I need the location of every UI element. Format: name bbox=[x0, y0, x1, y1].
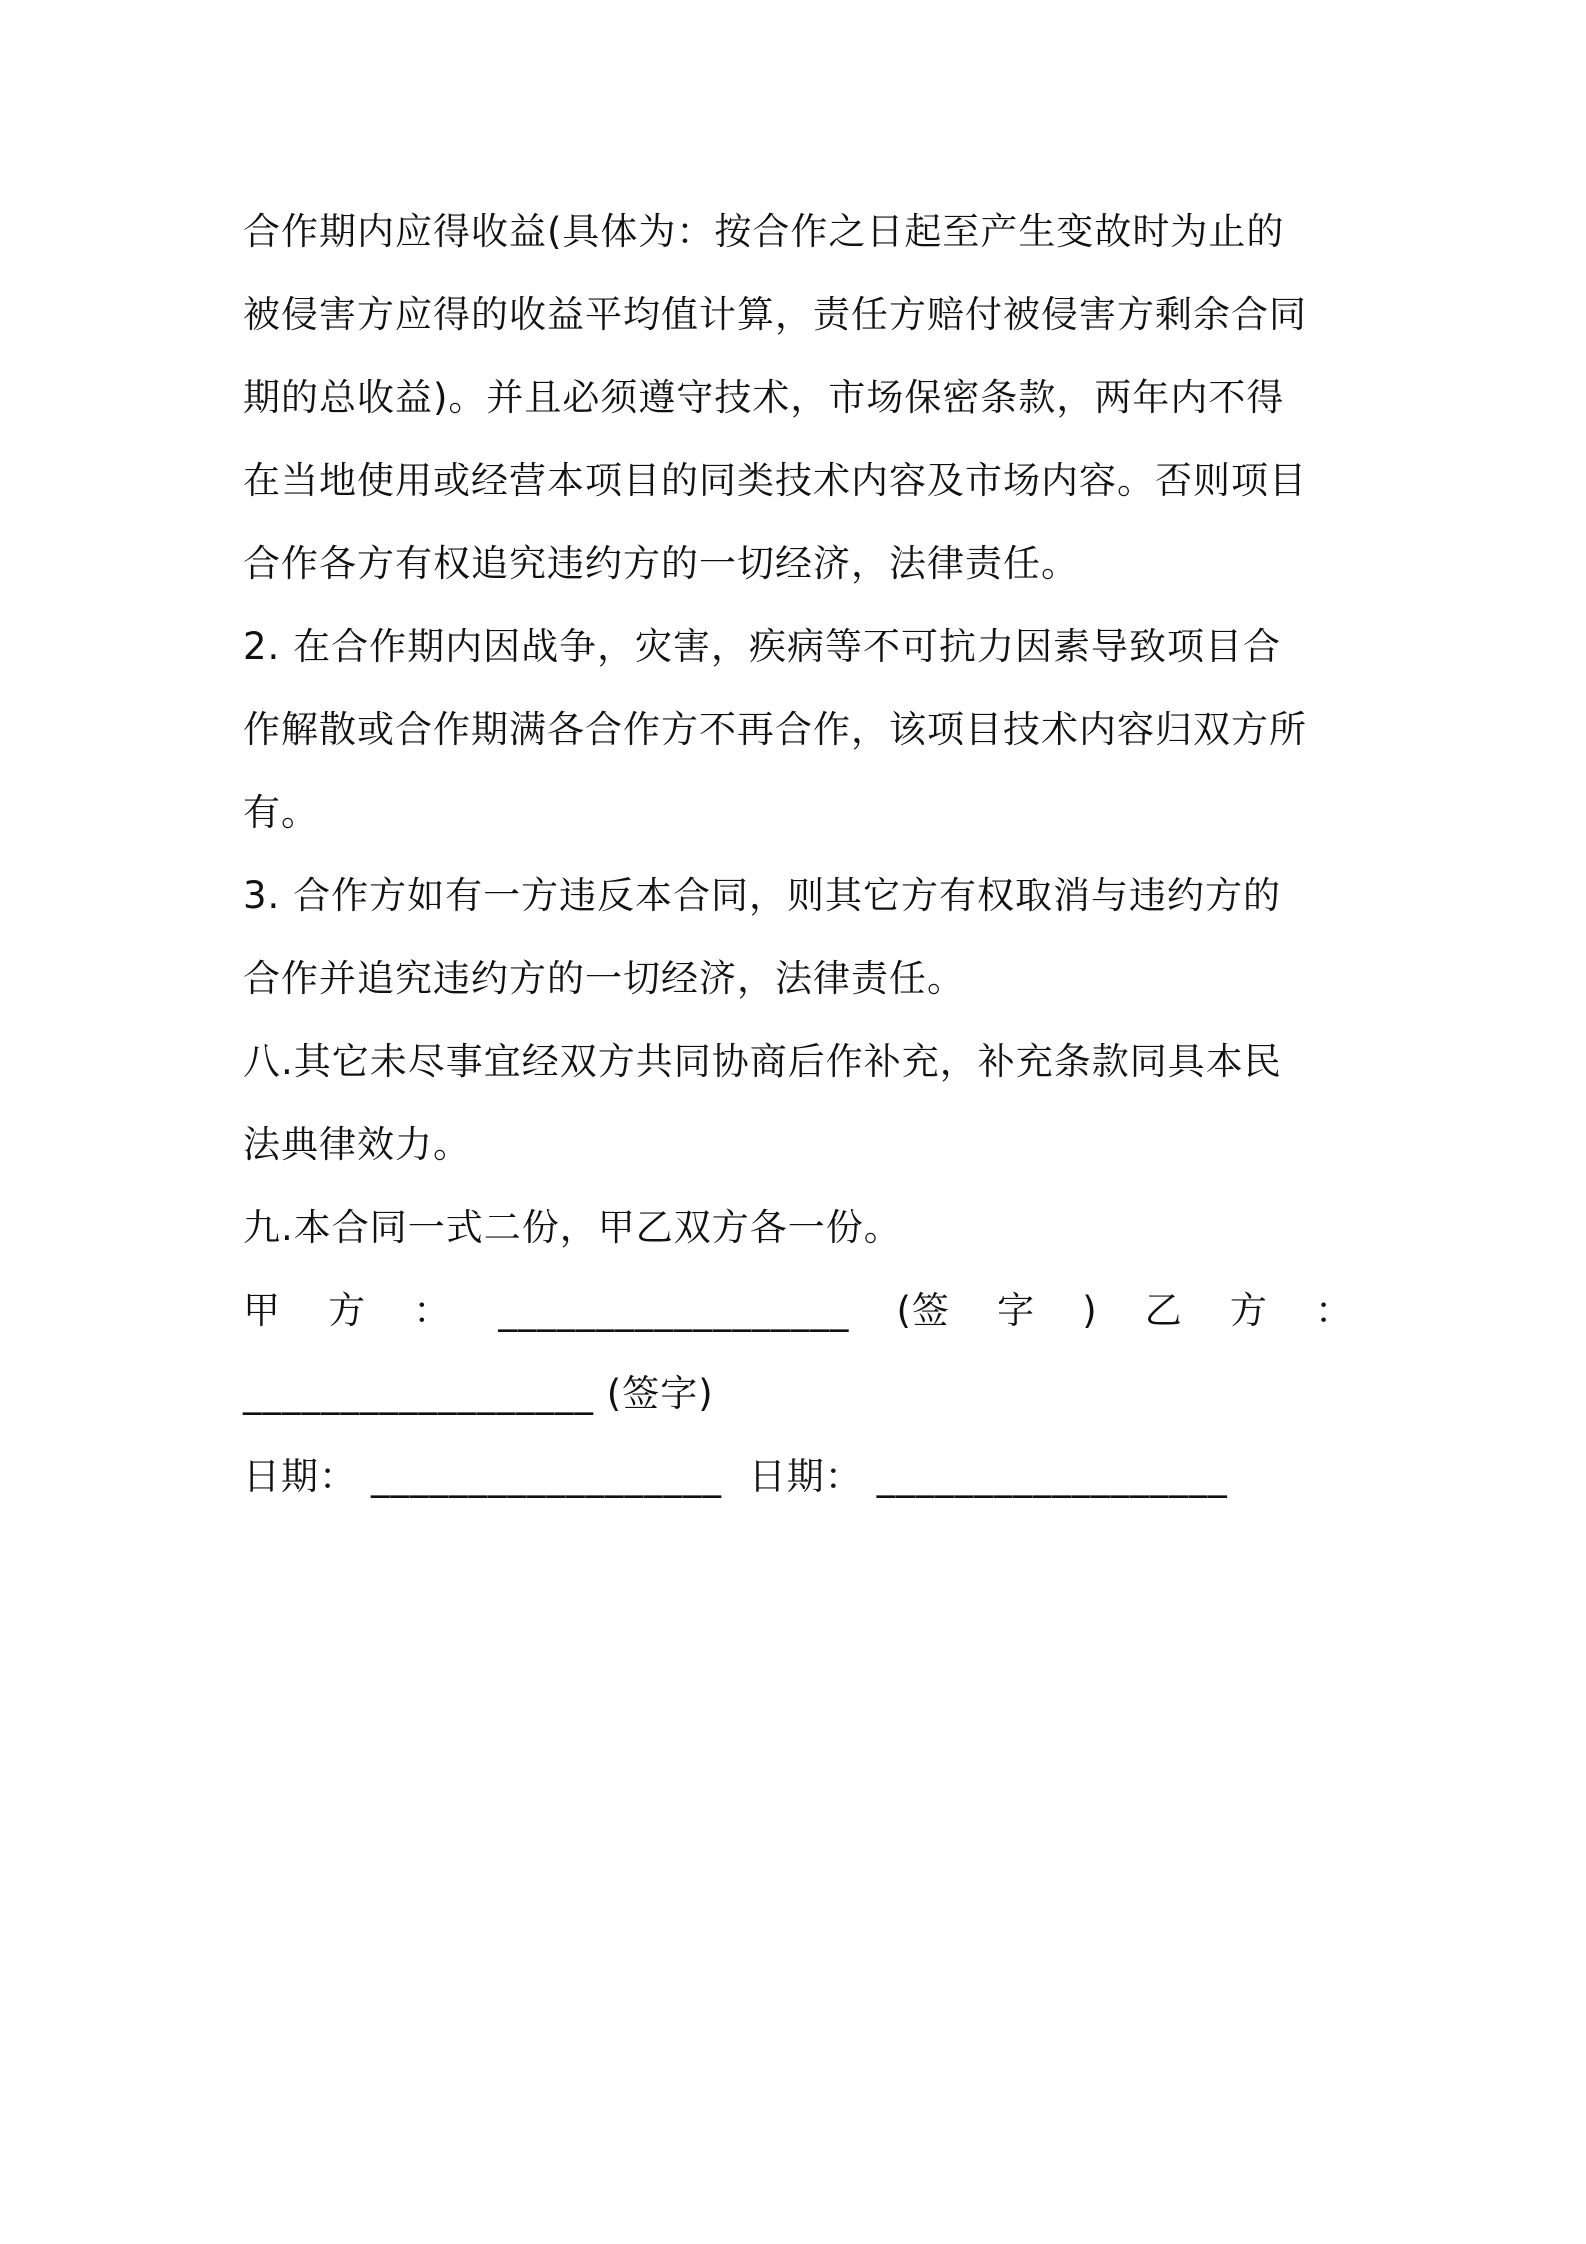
party-a-char: 甲 bbox=[243, 1289, 281, 1332]
text-line: 被侵害方应得的收益平均值计算，责任方赔付被侵害方剩余合同 bbox=[243, 293, 1307, 336]
clause-2-line: 有。 bbox=[243, 791, 319, 834]
date-b-blank: __________________ bbox=[876, 1455, 1228, 1498]
date-a-blank: __________________ bbox=[371, 1455, 722, 1498]
text-line: 在当地使用或经营本项目的同类技术内容及市场内容。否则项目 bbox=[243, 459, 1307, 502]
party-b-char: 方 bbox=[1229, 1289, 1268, 1332]
article-9-line: 九.本合同一式二份，甲乙双方各一份。 bbox=[243, 1206, 902, 1249]
sign-note: 字 bbox=[997, 1289, 1036, 1332]
contract-text bbox=[243, 190, 1353, 1518]
text-line: 合作各方有权追究违约方的一切经济，法律责任。 bbox=[243, 542, 1079, 585]
date-row bbox=[243, 1435, 1353, 1518]
party-b-char: ： bbox=[1315, 1289, 1353, 1332]
party-a-char: ： bbox=[413, 1289, 452, 1332]
clause-2-line: 作解散或合作期满各合作方不再合作，该项目技术内容归双方所 bbox=[243, 708, 1307, 751]
clause-3-line: 合作并追究违约方的一切经济，法律责任。 bbox=[243, 957, 965, 1000]
text-line: 期的总收益)。并且必须遵守技术，市场保密条款，两年内不得 bbox=[243, 376, 1285, 419]
clause-3-line: 3. 合作方如有一方违反本合同，则其它方有权取消与违约方的 bbox=[243, 874, 1282, 917]
article-8-line: 八.其它未尽事宜经双方共同协商后作补充，补充条款同具本民 bbox=[243, 1040, 1282, 1083]
party-b-signature-line: __________________ (签字) bbox=[243, 1372, 714, 1415]
signature-line-party-a bbox=[243, 1269, 1353, 1352]
sign-note: (签 bbox=[896, 1289, 950, 1332]
date-b-label: 日期： bbox=[748, 1455, 863, 1498]
text-line: 合作期内应得收益(具体为：按合作之日起至产生变故时为止的 bbox=[243, 210, 1285, 253]
clause-2-line: 2. 在合作期内因战争，灾害，疾病等不可抗力因素导致项目合 bbox=[243, 625, 1282, 668]
party-a-signature-blank: __________________ bbox=[498, 1289, 850, 1332]
article-8-line: 法典律效力。 bbox=[243, 1123, 471, 1166]
sign-note: ) bbox=[1082, 1289, 1098, 1332]
party-a-char: 方 bbox=[328, 1289, 367, 1332]
party-b-char: 乙 bbox=[1144, 1289, 1183, 1332]
date-a-label: 日期： bbox=[243, 1455, 357, 1498]
